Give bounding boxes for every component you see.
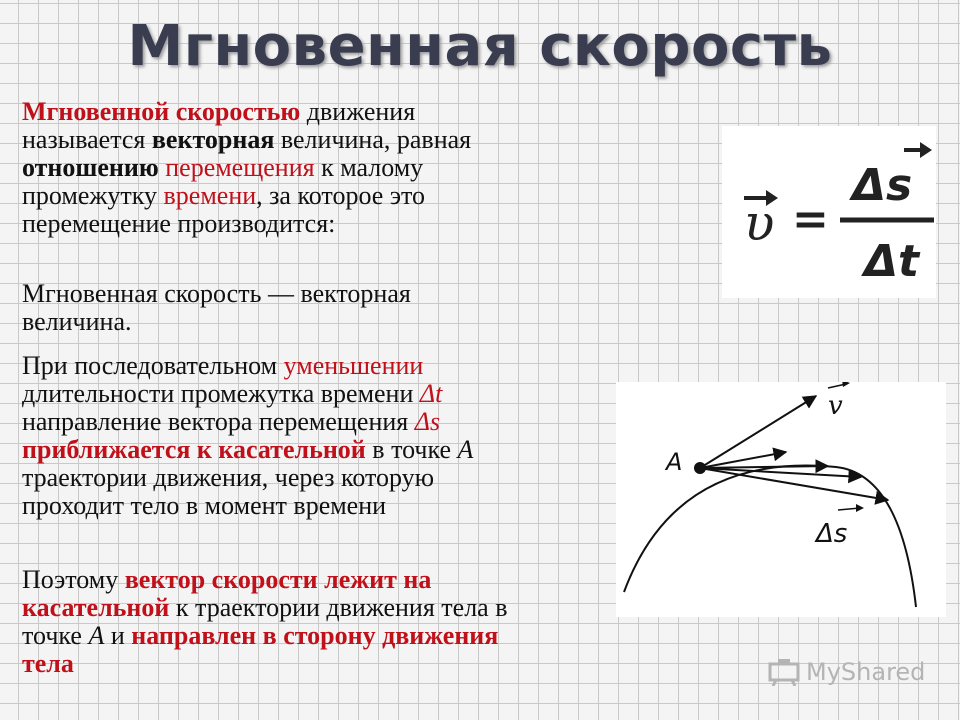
velocity-label: v: [828, 391, 843, 421]
presentation-icon: [768, 658, 800, 686]
text-line: величина.: [22, 307, 132, 336]
limit-paragraph: [22, 352, 473, 520]
text-line: Мгновенной скоростью движения: [22, 97, 416, 126]
point-a-label: A: [666, 448, 683, 476]
text-line: Поэтому вектор скорости лежит на: [22, 565, 432, 594]
text-line: точке A и направлен в сторону движения: [22, 621, 499, 650]
text-line: Мгновенная скорость — векторная: [22, 279, 411, 308]
text-line: отношению перемещения к малому: [22, 153, 424, 182]
formula-denominator: Δt: [864, 236, 920, 287]
velocity-formula: [722, 126, 936, 298]
formula-equals: =: [792, 194, 829, 245]
formula-lhs: υ: [744, 194, 775, 252]
displacement-vector-2: [700, 466, 828, 468]
text-line: промежутку времени, за которое это: [22, 181, 425, 210]
text-line: касательной к траектории движения тела в: [22, 593, 508, 622]
trajectory-diagram: [616, 382, 946, 617]
trajectory-curve: [624, 466, 916, 607]
definition-paragraph: [22, 98, 471, 238]
text-line: направление вектора перемещения Δs: [22, 407, 441, 436]
text-line: При последовательном уменьшении: [22, 351, 424, 380]
conclusion-paragraph: [22, 566, 507, 678]
displacement-label: Δs: [816, 519, 848, 549]
formula-numerator: Δs: [852, 160, 913, 211]
vector-note-paragraph: [22, 280, 411, 336]
text-line: тела: [22, 649, 74, 678]
watermark: [768, 658, 925, 686]
text-line: приближается к касательной в точке A: [22, 435, 474, 464]
text-line: траектории движения, через которую: [22, 463, 435, 492]
text-line: длительности промежутка времени Δt: [22, 379, 443, 408]
formula-graphic: [722, 126, 936, 298]
diagram-graphic: [616, 382, 946, 617]
text-line: называется векторная величина, равная: [22, 125, 472, 154]
slide-title: Мгновенная скорость: [127, 14, 833, 79]
text-line: проходит тело в момент времени: [22, 491, 387, 520]
text-line: перемещение производится:: [22, 209, 336, 238]
watermark-text: MyShared: [806, 658, 926, 686]
